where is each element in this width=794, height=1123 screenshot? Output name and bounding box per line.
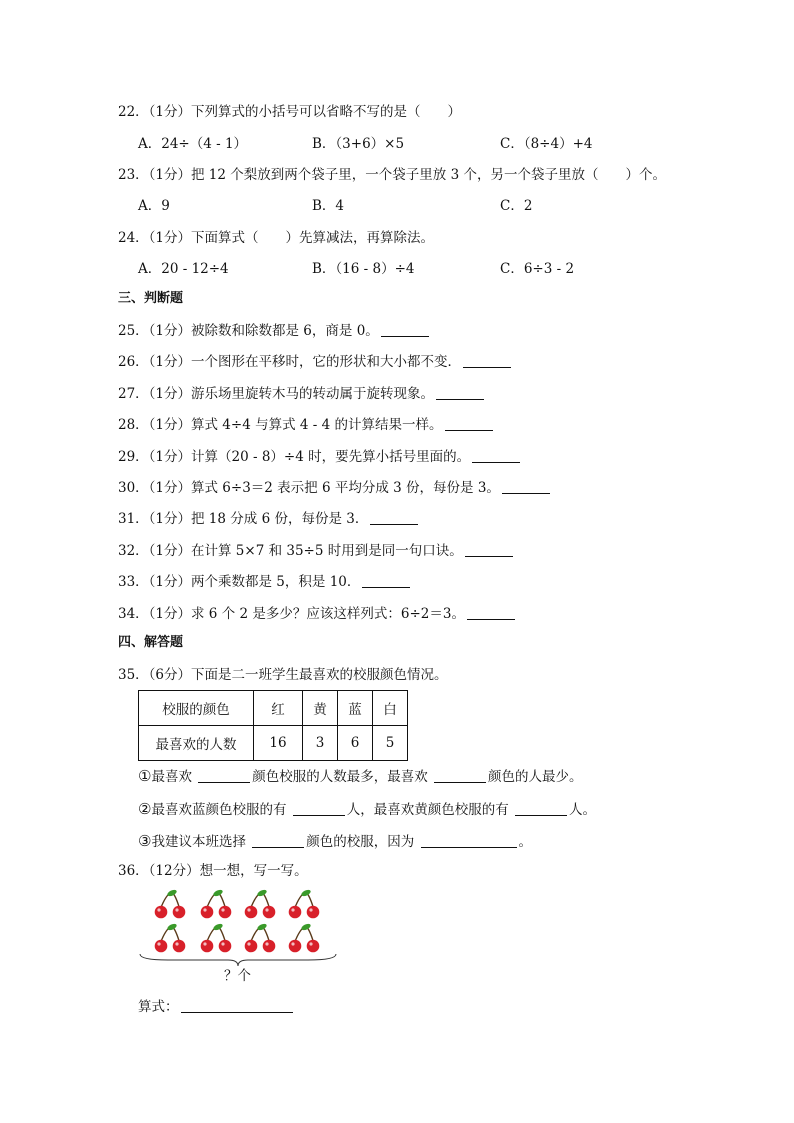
- judge-item-30: [118, 479, 552, 497]
- judge-text: 25．（1分）被除数和除数都是 6，商是 0。: [118, 323, 379, 339]
- q22-option-c: C．（8÷4）+4: [500, 136, 593, 152]
- judge-item-33: [118, 573, 412, 591]
- answer-blank[interactable]: [370, 511, 418, 525]
- judge-text: 26．（1分）一个图形在平移时，它的形状和大小都不变．: [118, 354, 462, 370]
- answer-blank[interactable]: [463, 354, 511, 368]
- judge-item-26: [118, 353, 513, 371]
- table-cell: 6: [338, 726, 373, 761]
- table-cell: 3: [303, 726, 338, 761]
- table-cell: 5: [373, 726, 408, 761]
- brace-label: ？个: [224, 968, 251, 984]
- judge-text: 28．（1分）算式 4÷4 与算式 4 - 4 的计算结果一样。: [118, 417, 443, 433]
- answer-blank[interactable]: [465, 543, 513, 557]
- question-22: 22．（1分）下列算式的小括号可以省略不写的是（ ）: [118, 104, 462, 120]
- circled-number: ①: [138, 767, 152, 785]
- table-row: [139, 726, 408, 761]
- table-cell: 白: [373, 691, 408, 726]
- answer-blank[interactable]: [362, 574, 410, 588]
- table-cell: 16: [254, 726, 303, 761]
- answer-blank[interactable]: [515, 802, 567, 816]
- judge-item-29: [118, 448, 522, 466]
- judge-item-25: [118, 322, 431, 340]
- q35-sub-1: [138, 767, 583, 786]
- q35-sub-3: [138, 832, 532, 851]
- question-36: 36．（12分）想一想，写一写。: [118, 863, 308, 879]
- answer-blank[interactable]: [467, 606, 515, 620]
- question-35: 35．（6分）下面是二一班学生最喜欢的校服颜色情况。: [118, 667, 448, 683]
- q24-option-b: B．（16 - 8）÷4: [312, 261, 415, 277]
- judge-item-32: [118, 542, 515, 560]
- circled-number: ③: [138, 832, 152, 850]
- q35-sub-2: [138, 800, 596, 819]
- answer-blank[interactable]: [436, 386, 484, 400]
- section-heading-solve: 四、解答题: [118, 635, 184, 650]
- judge-text: 30．（1分）算式 6÷3＝2 表示把 6 平均分成 3 份，每份是 3。: [118, 480, 500, 496]
- question-23: 23．（1分）把 12 个梨放到两个袋子里，一个袋子里放 3 个，另一个袋子里放（ ）个。: [118, 167, 666, 183]
- table-header-cell: 最喜欢的人数: [139, 726, 254, 761]
- sub-text: 最喜欢: [151, 769, 192, 785]
- sub-text: 人，最喜欢黄颜色校服的有: [346, 802, 509, 818]
- uniform-color-table: [138, 690, 408, 761]
- q23-option-a: A．9: [138, 198, 170, 214]
- judge-text: 27．（1分）游乐场里旋转木马的转动属于旋转现象。: [118, 386, 435, 402]
- formula-answer-blank[interactable]: [181, 999, 293, 1013]
- answer-blank[interactable]: [472, 449, 520, 463]
- formula-label: 算式：: [138, 999, 179, 1015]
- q22-option-b: B．（3+6）×5: [312, 136, 405, 152]
- q23-option-c: C．2: [500, 198, 533, 214]
- answer-blank[interactable]: [502, 480, 550, 494]
- judge-item-34: [118, 605, 517, 623]
- sub-text: 人。: [569, 802, 597, 818]
- section-heading-judge: 三、判断题: [118, 291, 184, 306]
- judge-text: 32．（1分）在计算 5×7 和 35÷5 时用到是同一句口诀。: [118, 543, 463, 559]
- judge-text: 34．（1分）求 6 个 2 是多少？应该这样列式：6÷2＝3。: [118, 606, 465, 622]
- judge-item-31: [118, 510, 420, 528]
- sub-text: 我建议本班选择: [151, 834, 246, 850]
- table-cell: 蓝: [338, 691, 373, 726]
- formula-line: [138, 998, 295, 1016]
- judge-text: 29．（1分）计算（20 - 8）÷4 时，要先算小括号里面的。: [118, 449, 471, 465]
- circled-number: ②: [138, 800, 152, 818]
- sub-text: 颜色校服的人数最多，最喜欢: [252, 769, 428, 785]
- answer-blank[interactable]: [434, 769, 486, 783]
- q23-option-b: B．4: [312, 198, 345, 214]
- sub-text: 。: [518, 834, 533, 850]
- sub-text: 最喜欢蓝颜色校服的有: [151, 802, 287, 818]
- q24-option-c: C．6÷3 - 2: [500, 261, 575, 277]
- answer-blank[interactable]: [421, 834, 517, 848]
- sub-text: 颜色的校服，因为: [306, 834, 415, 850]
- answer-blank[interactable]: [445, 417, 493, 431]
- judge-item-28: [118, 416, 495, 434]
- judge-text: 31．（1分）把 18 分成 6 份，每份是 3．: [118, 511, 369, 527]
- table-header-cell: 校服的颜色: [139, 691, 254, 726]
- judge-item-27: [118, 385, 486, 403]
- table-cell: 黄: [303, 691, 338, 726]
- q22-option-a: A．24÷（4 - 1）: [138, 136, 248, 152]
- judge-text: 33．（1分）两个乘数都是 5，积是 10．: [118, 574, 361, 590]
- q24-option-a: A．20 - 12÷4: [138, 261, 229, 277]
- table-cell: 红: [254, 691, 303, 726]
- answer-blank[interactable]: [381, 323, 429, 337]
- table-row: [139, 691, 408, 726]
- sub-text: 颜色的人最少。: [488, 769, 583, 785]
- answer-blank[interactable]: [252, 834, 304, 848]
- answer-blank[interactable]: [198, 769, 250, 783]
- question-24: 24．（1分）下面算式（ ）先算减法，再算除法。: [118, 230, 435, 246]
- answer-blank[interactable]: [293, 802, 345, 816]
